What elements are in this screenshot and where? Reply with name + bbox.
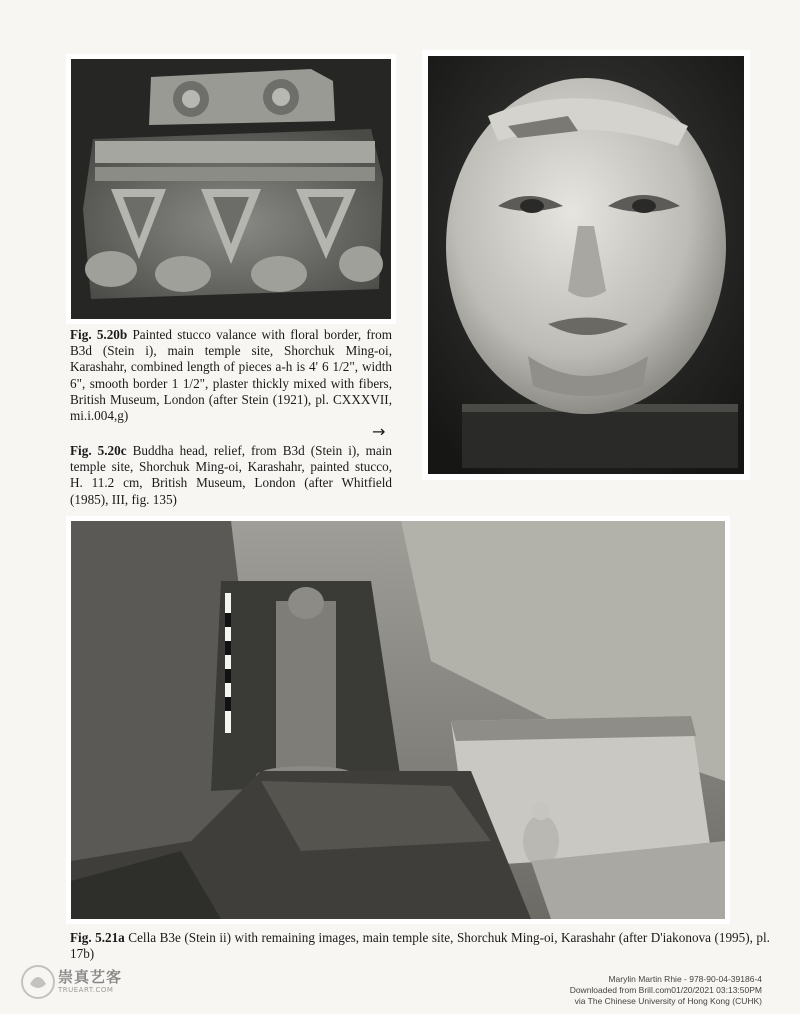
footer-line: Marylin Martin Rhie - 978-90-04-39186-4: [608, 974, 762, 984]
caption-label: Fig. 5.20c: [70, 443, 127, 458]
caption-text: Cella B3e (Stein ii) with remaining images, main temple site, Shorchuk Ming-oi, Karashahr (after D'iakonova (1995), pl. 17b): [70, 930, 770, 962]
arrow-right-icon: →: [372, 422, 386, 441]
caption-fig-5-20c: [70, 443, 392, 508]
watermark-text: 崇真艺客: [58, 968, 123, 986]
caption-text: Painted stucco valance with floral border, from B3d (Stein i), main temple site, Shorchuk Ming-oi, Karashahr, combined length of pieces a-h is 4' 6 1/2", width 6", smooth border 1 1/2", plaster thickly mixed with fibers, British Museum, London (after Stein (1921), pl. CXXXVII, mi.i.004,g): [70, 327, 392, 424]
caption-fig-5-21a: [70, 930, 770, 962]
valance-photo: [66, 54, 396, 324]
caption-label: Fig. 5.21a: [70, 930, 125, 945]
watermark-subtext: TRUEART.COM: [58, 986, 114, 994]
caption-label: Fig. 5.20b: [70, 327, 128, 342]
cella-photo: [66, 516, 730, 924]
footer-line: via The Chinese University of Hong Kong (CUHK): [574, 996, 762, 1006]
caption-text: Buddha head, relief, from B3d (Stein i), main temple site, Shorchuk Ming-oi, Karashahr, painted stucco, H. 11.2 cm, British Museum, London (after Whitfield (1985), III, fig. 135): [70, 443, 392, 507]
buddha-head-photo: [422, 50, 750, 480]
download-footer: [570, 974, 762, 1007]
footer-line: Downloaded from Brill.com01/20/2021 03:13:50PM: [569, 985, 762, 995]
caption-fig-5-20b: [70, 327, 392, 424]
